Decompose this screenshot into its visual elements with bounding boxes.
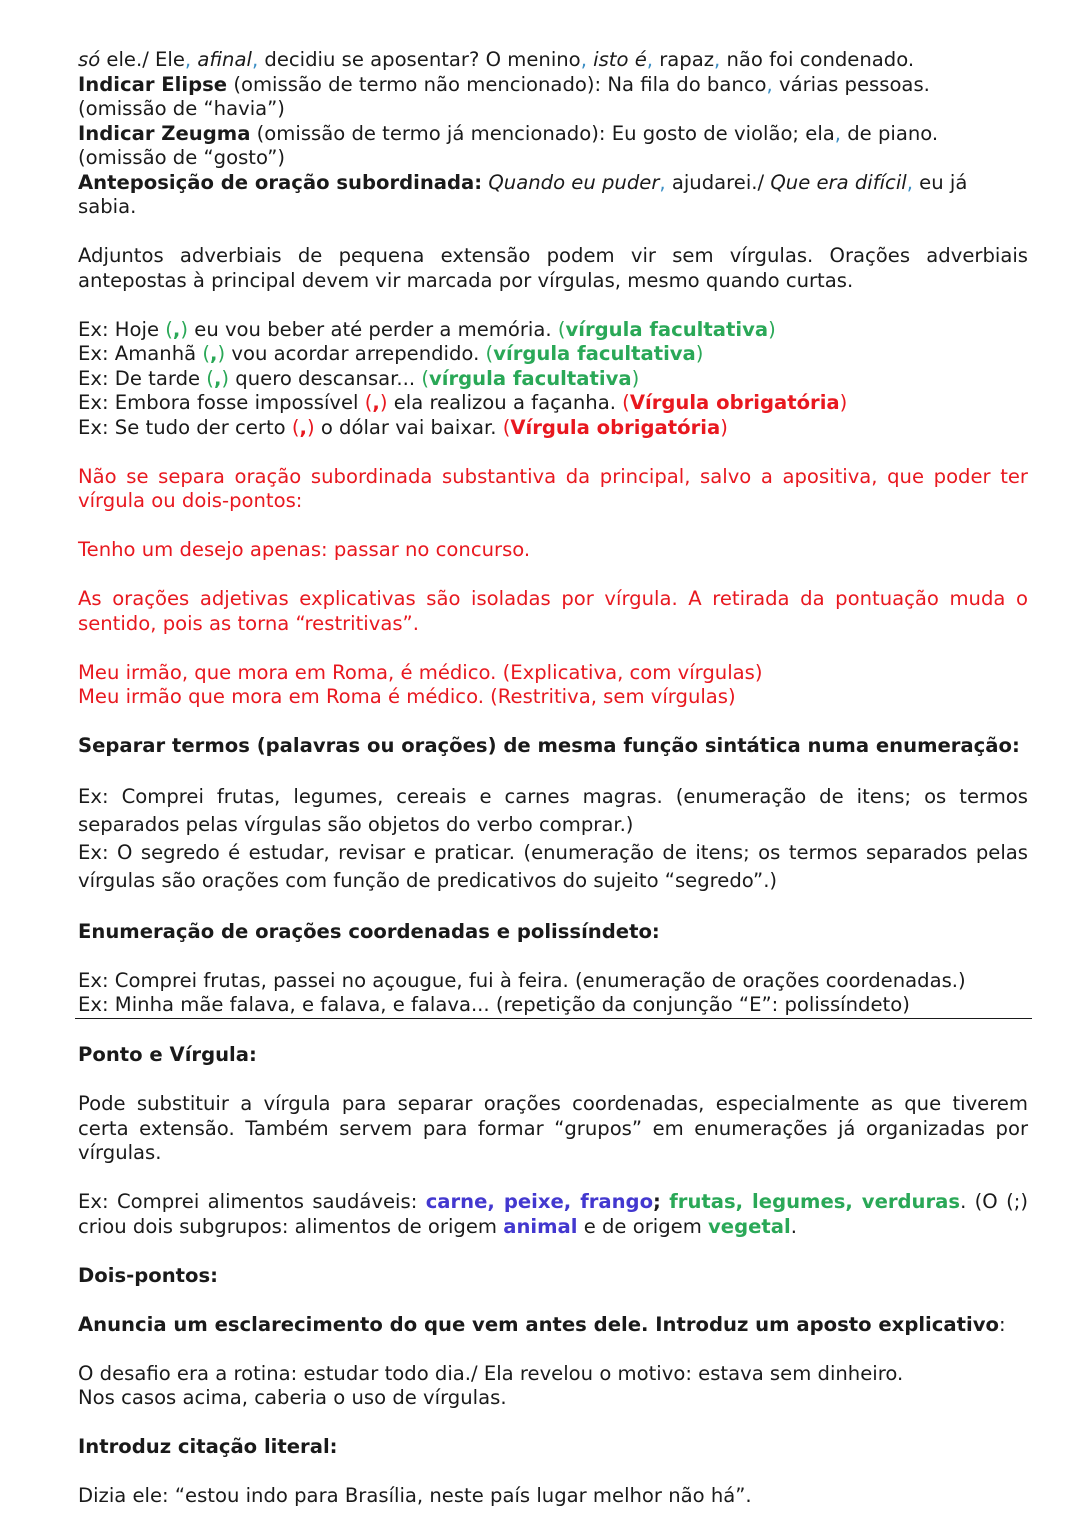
example-line [78, 342, 1028, 367]
text-run: e de origem [577, 1214, 709, 1238]
comma-mark: (,) [202, 342, 226, 365]
rule-label: Indicar Zeugma [78, 121, 251, 145]
blue-comma: , [766, 72, 773, 96]
vegetal-word: vegetal [708, 1214, 791, 1238]
dois-pontos-example-1: O desafio era a rotina: estudar todo dia./ Ela revelou o motivo: estava sem dinheiro. [78, 1361, 904, 1385]
italic-word: isto é [593, 48, 647, 71]
example-line [78, 318, 1028, 343]
vegetal-group: frutas, legumes, verduras [669, 1190, 961, 1213]
text-run: várias pessoas. [772, 72, 930, 96]
enumeracao-example-1: Ex: Comprei frutas, legumes, cereais e carnes magras. (enumeração de itens; os termos separados pelas vírgulas são objetos do verbo comprar.) [78, 785, 1028, 836]
comma-examples-list [78, 318, 1028, 441]
example-note: (vírgula facultativa) [421, 366, 640, 390]
animal-word: animal [503, 1214, 578, 1238]
text-run: de piano. [841, 121, 939, 145]
adjetivas-paragraph: As orações adjetivas explicativas são isoladas por vírgula. A retirada da pontuação muda o sentido, pois as torna “restritivas”. [78, 587, 1028, 635]
enumeracao-heading: Separar termos (palavras ou orações) de mesma função sintática numa enumeração: [78, 734, 1020, 757]
example-text: ela realizou a façanha. [387, 391, 623, 414]
example-text: Ex: Amanhã [78, 342, 203, 365]
text-run: (omissão de termo já mencionado): Eu gosto de violão; ela [250, 121, 835, 145]
text-run: decidiu se aposentar? O menino [258, 48, 581, 71]
rule-label: Anteposição de oração subordinada: [78, 170, 483, 194]
note-label: vírgula facultativa [493, 342, 696, 365]
polissindeto-heading: Enumeração de orações coordenadas e polissíndeto: [78, 919, 660, 943]
blue-comma: , [251, 48, 259, 71]
dois-pontos-example-2: Nos casos acima, caberia o uso de vírgulas. [78, 1386, 507, 1409]
enumeracao-example-2: Ex: O segredo é estudar, revisar e praticar. (enumeração de itens; os termos separados pelas vírgulas são orações com função de predicativos do sujeito “segredo”.) [78, 841, 1028, 892]
example-note: (vírgula facultativa) [485, 342, 704, 365]
comma-mark: (,) [364, 391, 388, 414]
substantiva-example: Tenho um desejo apenas: passar no concurso. [78, 538, 531, 561]
blue-comma: , [580, 48, 587, 71]
subheading-text: Anuncia um esclarecimento do que vem antes dele. Introduz um aposto explicativo [78, 1312, 999, 1336]
example-text: eu vou beber até perder a memória. [188, 317, 558, 341]
animal-group: carne, peixe, frango [425, 1190, 654, 1213]
semicolon: ; [653, 1190, 661, 1213]
ponto-virgula-paragraph: Pode substituir a vírgula para separar orações coordenadas, especialmente as que tiverem certa extensão. Também servem para formar “grupos” em enumerações já organizadas por vírgulas. [78, 1092, 1028, 1164]
comma-mark: (,) [291, 415, 315, 439]
italic-example: Que era difícil [770, 170, 907, 194]
text-run: eu já [912, 170, 968, 194]
example-note: (Vírgula obrigatória) [622, 391, 848, 414]
explicativa-example: Meu irmão, que mora em Roma, é médico. (Explicativa, com vírgulas) [78, 660, 763, 684]
ponto-virgula-heading: Ponto e Vírgula: [78, 1043, 257, 1066]
colon: : [998, 1312, 1006, 1336]
blue-comma: , [659, 170, 666, 194]
blue-comma: , [714, 48, 721, 71]
text-run: Ex: Comprei alimentos saudáveis: [78, 1190, 426, 1213]
text-run: (omissão de termo não mencionado): Na fila do banco [227, 72, 767, 96]
example-text: vou acordar arrependido. [225, 342, 486, 365]
dois-pontos-subheading-1 [78, 1313, 1028, 1338]
example-line [78, 416, 1028, 441]
elipse-rule [78, 73, 1028, 98]
text-run: ele./ Ele [100, 48, 185, 71]
text-run: . [790, 1214, 797, 1238]
anteposicao-tail: sabia. [78, 195, 137, 218]
example-note: (Vírgula obrigatória) [502, 415, 728, 439]
example-text: quero descansar... [229, 366, 422, 390]
rule-label: Indicar Elipse [78, 72, 228, 96]
restritiva-example: Meu irmão que mora em Roma é médico. (Restritiva, sem vírgulas) [78, 685, 736, 708]
text-run: . (O (;) criou dois subgrupos: alimentos de origem [78, 1190, 1028, 1238]
italic-example: Quando eu puder [488, 170, 660, 194]
note-label: Vírgula obrigatória [510, 415, 721, 439]
dois-pontos-heading: Dois-pontos: [78, 1263, 218, 1287]
example-text: Ex: Hoje [78, 317, 166, 341]
text-run: ajudarei./ [665, 170, 771, 194]
text-run: rapaz [653, 48, 715, 71]
example-text: Ex: De tarde [78, 366, 207, 390]
ponto-virgula-example [78, 1190, 1028, 1239]
example-text: o dólar vai baixar. [314, 415, 503, 439]
note-label: vírgula facultativa [565, 317, 769, 341]
substantiva-paragraph: Não se separa oração subordinada substantiva da principal, salvo a apositiva, que poder ter vírgula ou dois-pontos: [78, 464, 1028, 512]
citacao-heading: Introduz citação literal: [78, 1435, 338, 1458]
intro-line [78, 48, 1028, 73]
zeugma-rule [78, 122, 1028, 147]
adjuntos-paragraph: Adjuntos adverbiais de pequena extensão podem vir sem vírgulas. Orações adverbiais antepostas à principal devem vir marcada por vírgulas, mesmo quando curtas. [78, 244, 1028, 292]
example-line [78, 367, 1028, 392]
example-text: Ex: Se tudo der certo [78, 415, 292, 439]
blue-comma: , [834, 121, 842, 145]
italic-word: afinal [197, 48, 252, 71]
citacao-example: Dizia ele: “estou indo para Brasília, neste país lugar melhor não há”. [78, 1484, 752, 1507]
polissindeto-example-1: Ex: Comprei frutas, passei no açougue, fui à feira. (enumeração de orações coordenadas.) [78, 968, 966, 992]
italic-word: só [78, 48, 101, 71]
polissindeto-example-2: Ex: Minha mãe falava, e falava, e falava... (repetição da conjunção “E”: polissíndeto) [75, 993, 1032, 1019]
zeugma-note: (omissão de “gosto”) [78, 146, 286, 169]
example-note: (vírgula facultativa) [557, 317, 776, 341]
anteposicao-rule [78, 171, 1028, 196]
blue-comma: , [184, 48, 192, 71]
text-run: não foi condenado. [720, 48, 915, 71]
blue-comma: , [906, 170, 913, 194]
elipse-note: (omissão de “havia”) [78, 97, 285, 120]
blue-comma: , [646, 48, 653, 71]
example-line [78, 391, 1028, 416]
comma-mark: (,) [165, 317, 189, 341]
example-text: Ex: Embora fosse impossível [78, 391, 365, 414]
comma-mark: (,) [206, 366, 230, 390]
note-label: Vírgula obrigatória [629, 391, 840, 414]
note-label: vírgula facultativa [428, 366, 632, 390]
